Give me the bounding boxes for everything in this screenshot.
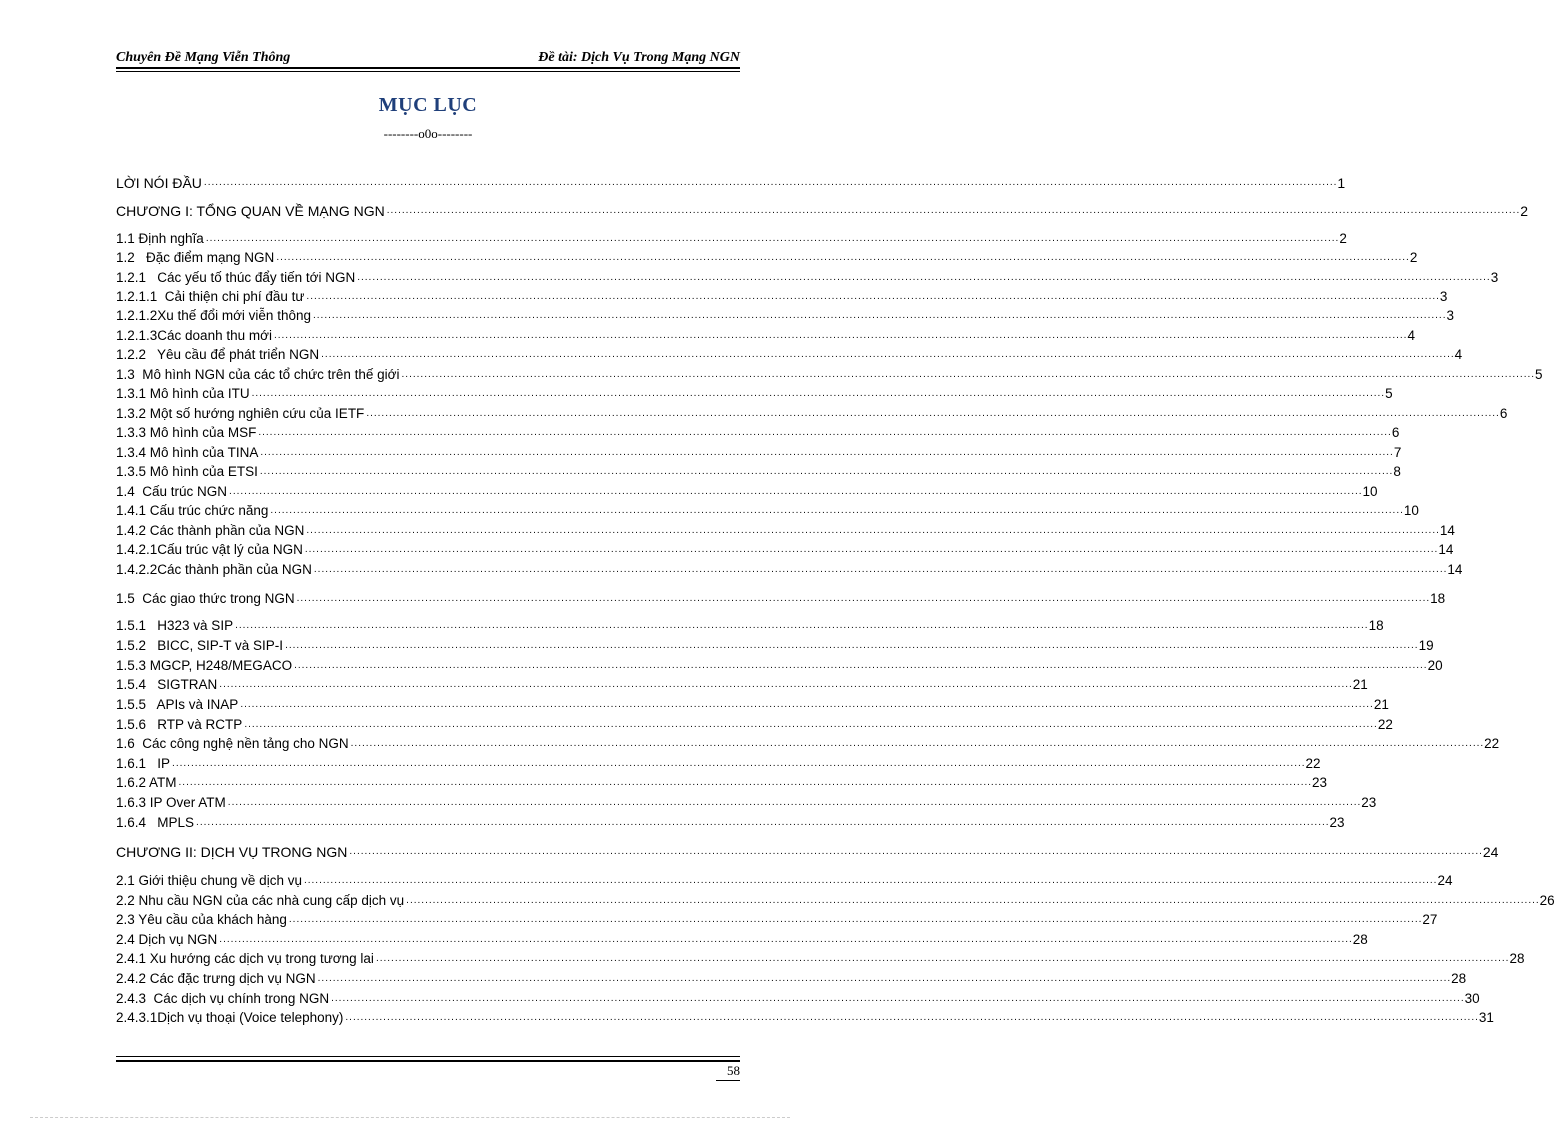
toc-entry-label: 1.4.2.1Cấu trúc vật lý của NGN [116, 542, 303, 557]
toc-entry-page: 5 [1385, 386, 1393, 401]
toc-leader-dots: ............................................................................................................................................................................................................................................................................................................ [285, 640, 1419, 651]
footer-rule-thin [116, 1056, 740, 1057]
toc-leader-dots: ............................................................................................................................................................................................................................................................................................................ [229, 486, 1363, 497]
toc-entry-label: 1.5.4 SIGTRAN [116, 677, 218, 692]
page-title: MỤC LỤC [378, 94, 478, 116]
toc-entry [116, 521, 1455, 539]
toc-entry [116, 969, 1467, 987]
header-rule-thin [116, 71, 740, 72]
toc-entry-page: 23 [1329, 815, 1345, 830]
header-rule-thick [116, 67, 740, 69]
toc-entry-page: 22 [1484, 736, 1500, 751]
toc-entry-label: 1.6.2 ATM [116, 775, 177, 790]
toc-entry-page: 7 [1393, 445, 1402, 460]
toc-entry-page: 6 [1499, 406, 1508, 421]
toc-entry [116, 989, 1480, 1007]
toc-entry [116, 793, 1377, 811]
toc-entry-page: 4 [1454, 347, 1463, 362]
toc-leader-dots: ............................................................................................................................................................................................................................................................................................................ [235, 620, 1369, 631]
toc-entry-label: CHƯƠNG II: DỊCH VỤ TRONG NGN [116, 844, 348, 860]
toc-leader-dots: ............................................................................................................................................................................................................................................................................................................ [401, 369, 1536, 380]
toc-entry [116, 734, 1500, 752]
toc-entry-page: 23 [1312, 775, 1328, 790]
toc-entry-label: CHƯƠNG I: TỔNG QUAN VỀ MẠNG NGN [116, 203, 385, 219]
toc-entry-page: 2 [1520, 203, 1529, 219]
toc-entry [116, 173, 1346, 191]
toc-entry-label: 1.3 Mô hình NGN của các tổ chức trên thế giới [116, 367, 400, 382]
toc-entry-label: 1.2.2 Yêu cầu để phát triển NGN [116, 347, 320, 362]
toc-entry [116, 813, 1345, 831]
toc-leader-dots: ............................................................................................................................................................................................................................................................................................................ [349, 846, 1483, 857]
toc-entry-label: 2.4.2 Các đặc trưng dịch vụ NGN [116, 971, 316, 986]
toc-leader-dots: ............................................................................................................................................................................................................................................................................................................ [276, 252, 1410, 263]
toc-leader-dots: ............................................................................................................................................................................................................................................................................................................ [345, 1012, 1479, 1023]
toc-leader-dots: ............................................................................................................................................................................................................................................................................................................ [331, 993, 1465, 1004]
toc-leader-dots: ............................................................................................................................................................................................................................................................................................................ [259, 466, 1394, 477]
toc-leader-dots: ............................................................................................................................................................................................................................................................................................................ [306, 525, 1440, 536]
toc-leader-dots: ............................................................................................................................................................................................................................................................................................................ [227, 797, 1362, 808]
toc-entry-label: 1.6 Các công nghệ nền tảng cho NGN [116, 736, 349, 751]
toc-entry [116, 910, 1438, 928]
toc-entry-page: 23 [1361, 795, 1377, 810]
toc-entry-label: 2.4.3 Các dịch vụ chính trong NGN [116, 991, 330, 1006]
page-edge-line [30, 1117, 790, 1118]
toc-entry-page: 3 [1490, 270, 1499, 285]
toc-entry-label: 1.6.4 MPLS [116, 815, 195, 830]
toc-leader-dots: ............................................................................................................................................................................................................................................................................................................ [357, 272, 1491, 283]
toc-entry [116, 201, 1529, 219]
toc-leader-dots: ............................................................................................................................................................................................................................................................................................................ [244, 719, 1378, 730]
page-header [116, 48, 740, 68]
toc-entry [116, 404, 1508, 422]
toc-entry-label: 1.5 Các giao thức trong NGN [116, 591, 295, 606]
toc-leader-dots: ............................................................................................................................................................................................................................................................................................................ [288, 914, 1423, 925]
toc-entry-page: 14 [1447, 562, 1463, 577]
toc-entry [116, 345, 1463, 363]
toc-entry [116, 616, 1384, 634]
toc-entry-label: 1.4.2.2Các thành phần của NGN [116, 562, 312, 577]
toc-entry [116, 540, 1454, 558]
toc-entry-page: 8 [1393, 464, 1401, 479]
toc-entry [116, 842, 1499, 860]
toc-entry-page: 19 [1418, 638, 1434, 653]
toc-entry-page: 10 [1362, 484, 1378, 499]
toc-entry [116, 754, 1321, 772]
toc-leader-dots: ............................................................................................................................................................................................................................................................................................................ [203, 177, 1338, 188]
toc-entry [116, 462, 1401, 480]
toc-entry-page: 21 [1373, 697, 1389, 712]
toc-entry-page: 3 [1446, 308, 1454, 323]
toc-entry-label: 1.1 Định nghĩa [116, 231, 204, 246]
toc-entry-page: 22 [1305, 756, 1321, 771]
toc-entry-page: 2 [1339, 231, 1347, 246]
toc-leader-dots: ............................................................................................................................................................................................................................................................................................................ [366, 408, 1500, 419]
toc-entry [116, 423, 1400, 441]
toc-entry-label: 2.4 Dịch vụ NGN [116, 932, 218, 947]
toc-entry [116, 443, 1402, 461]
toc-entry [116, 365, 1543, 383]
toc-leader-dots: ............................................................................................................................................................................................................................................................................................................ [317, 973, 1452, 984]
toc-entry [116, 482, 1378, 500]
toc-leader-dots: ............................................................................................................................................................................................................................................................................................................ [321, 349, 1455, 360]
title-ornament: --------o0o-------- [383, 126, 473, 141]
toc-entry [116, 287, 1448, 305]
toc-entry-page: 30 [1464, 991, 1480, 1006]
toc-entry-page: 3 [1439, 289, 1448, 304]
toc-entry-page: 28 [1451, 971, 1467, 986]
toc-entry-label: 2.4.3.1Dịch vụ thoại (Voice telephony) [116, 1010, 344, 1025]
toc-entry-page: 18 [1430, 591, 1446, 606]
toc-leader-dots: ............................................................................................................................................................................................................................................................................................................ [294, 660, 1428, 671]
toc-entry-label: 1.3.2 Một số hướng nghiên cứu của IETF [116, 406, 365, 421]
toc-entry-page: 4 [1407, 328, 1415, 343]
toc-entry-page: 6 [1391, 425, 1400, 440]
toc-entry-label: 1.4 Cấu trúc NGN [116, 484, 228, 499]
toc-entry-label: LỜI NÓI ĐẦU [116, 175, 202, 191]
toc-entry-label: 1.6.1 IP [116, 756, 171, 771]
toc-entry-label: 1.2 Đặc điểm mạng NGN [116, 250, 275, 265]
toc-entry-page: 27 [1422, 912, 1438, 927]
toc-leader-dots: ............................................................................................................................................................................................................................................................................................................ [273, 330, 1408, 341]
toc-entry [116, 589, 1446, 607]
toc-entry-label: 1.6.3 IP Over ATM [116, 795, 226, 810]
toc-entry-page: 2 [1409, 250, 1418, 265]
toc-entry-page: 1 [1337, 175, 1346, 191]
toc-entry [116, 1008, 1494, 1026]
toc-entry [116, 560, 1463, 578]
toc-entry [116, 695, 1389, 713]
toc-leader-dots: ............................................................................................................................................................................................................................................................................................................ [303, 875, 1438, 886]
toc-entry [116, 268, 1499, 286]
toc-leader-dots: ............................................................................................................................................................................................................................................................................................................ [219, 679, 1353, 690]
toc-entry [116, 636, 1434, 654]
toc-entry-page: 20 [1427, 658, 1443, 673]
toc-entry-label: 1.3.4 Mô hình của TINA [116, 445, 259, 460]
toc-leader-dots: ............................................................................................................................................................................................................................................................................................................ [219, 934, 1353, 945]
toc-entry-page: 22 [1377, 717, 1393, 732]
toc-entry [116, 715, 1393, 733]
toc-entry-label: 2.1 Giới thiệu chung về dịch vụ [116, 873, 302, 888]
toc-entry [116, 949, 1525, 967]
toc-entry-label: 1.3.3 Mô hình của MSF [116, 425, 257, 440]
toc-entry-label: 1.5.5 APIs và INAP [116, 697, 239, 712]
toc-entry-label: 2.4.1 Xu hướng các dịch vụ trong tương lai [116, 951, 374, 966]
page-number-rule [716, 1080, 740, 1081]
toc-entry-page: 5 [1535, 367, 1543, 382]
toc-entry-page: 10 [1403, 503, 1419, 518]
toc-entry-label: 1.5.6 RTP và RCTP [116, 717, 243, 732]
toc-entry-page: 18 [1368, 618, 1384, 633]
toc-leader-dots: ............................................................................................................................................................................................................................................................................................................ [386, 205, 1521, 216]
toc-entry-label: 1.3.1 Mô hình của ITU [116, 386, 250, 401]
toc-entry [116, 773, 1328, 791]
toc-leader-dots: ............................................................................................................................................................................................................................................................................................................ [196, 817, 1330, 828]
toc-entry [116, 501, 1419, 519]
toc-entry [116, 306, 1454, 324]
toc-entry-page: 26 [1539, 893, 1555, 908]
header-right-text: Đề tài: Dịch Vụ Trong Mạng NGN [538, 50, 740, 65]
toc-entry-label: 1.2.1.2Xu thế đổi mới viễn thông [116, 308, 311, 323]
toc-leader-dots: ............................................................................................................................................................................................................................................................................................................ [205, 233, 1340, 244]
toc-entry-page: 14 [1438, 542, 1454, 557]
toc-entry-label: 1.5.3 MGCP, H248/MEGACO [116, 658, 293, 673]
toc-entry [116, 871, 1453, 889]
toc-entry-label: 1.2.1 Các yếu tố thúc đẩy tiến tới NGN [116, 270, 356, 285]
toc-leader-dots: ............................................................................................................................................................................................................................................................................................................ [304, 544, 1439, 555]
toc-entry [116, 656, 1443, 674]
toc-entry [116, 930, 1368, 948]
toc-entry-page: 14 [1439, 523, 1455, 538]
toc-entry [116, 891, 1555, 909]
page-number: 58 [727, 1063, 740, 1078]
toc-leader-dots: ............................................................................................................................................................................................................................................................................................................ [260, 447, 1394, 458]
toc-entry-page: 31 [1478, 1010, 1494, 1025]
toc-entry-label: 2.3 Yêu cầu của khách hàng [116, 912, 287, 927]
footer-rule-thick [116, 1060, 740, 1062]
toc-leader-dots: ............................................................................................................................................................................................................................................................................................................ [306, 291, 1440, 302]
toc-entry [116, 675, 1368, 693]
toc-leader-dots: ............................................................................................................................................................................................................................................................................................................ [172, 758, 1306, 769]
toc-entry-label: 1.2.1.3Các doanh thu mới [116, 328, 272, 343]
toc-leader-dots: ............................................................................................................................................................................................................................................................................................................ [375, 953, 1510, 964]
toc-leader-dots: ............................................................................................................................................................................................................................................................................................................ [296, 593, 1431, 604]
toc-entry-page: 24 [1482, 844, 1499, 860]
toc-entry [116, 326, 1415, 344]
toc-entry-label: 1.5.1 H323 và SIP [116, 618, 234, 633]
toc-leader-dots: ............................................................................................................................................................................................................................................................................................................ [251, 388, 1386, 399]
toc-entry [116, 248, 1418, 266]
toc-entry-label: 1.5.2 BICC, SIP-T và SIP-I [116, 638, 284, 653]
toc-entry-page: 21 [1352, 677, 1368, 692]
toc-entry-label: 2.2 Nhu cầu NGN của các nhà cung cấp dịch vụ [116, 893, 405, 908]
toc-leader-dots: ............................................................................................................................................................................................................................................................................................................ [178, 777, 1313, 788]
toc-leader-dots: ............................................................................................................................................................................................................................................................................................................ [313, 564, 1448, 575]
toc-entry [116, 384, 1393, 402]
toc-leader-dots: ............................................................................................................................................................................................................................................................................................................ [312, 310, 1447, 321]
toc-entry-label: 1.4.1 Cấu trúc chức năng [116, 503, 269, 518]
toc-entry-label: 1.3.5 Mô hình của ETSI [116, 464, 258, 479]
toc-entry-label: 1.2.1.1 Cải thiện chi phí đầu tư [116, 289, 305, 304]
toc-leader-dots: ............................................................................................................................................................................................................................................................................................................ [350, 738, 1485, 749]
toc-entry-page: 28 [1509, 951, 1525, 966]
toc-entry [116, 229, 1347, 247]
toc-leader-dots: ............................................................................................................................................................................................................................................................................................................ [240, 699, 1374, 710]
header-left-text: Chuyên Đề Mạng Viễn Thông [116, 50, 291, 65]
toc-leader-dots: ............................................................................................................................................................................................................................................................................................................ [258, 427, 1392, 438]
toc-entry-page: 28 [1352, 932, 1368, 947]
toc-entry-label: 1.4.2 Các thành phần của NGN [116, 523, 305, 538]
toc-leader-dots: ............................................................................................................................................................................................................................................................................................................ [270, 505, 1404, 516]
toc-leader-dots: ............................................................................................................................................................................................................................................................................................................ [406, 895, 1540, 906]
toc-entry-page: 24 [1437, 873, 1453, 888]
